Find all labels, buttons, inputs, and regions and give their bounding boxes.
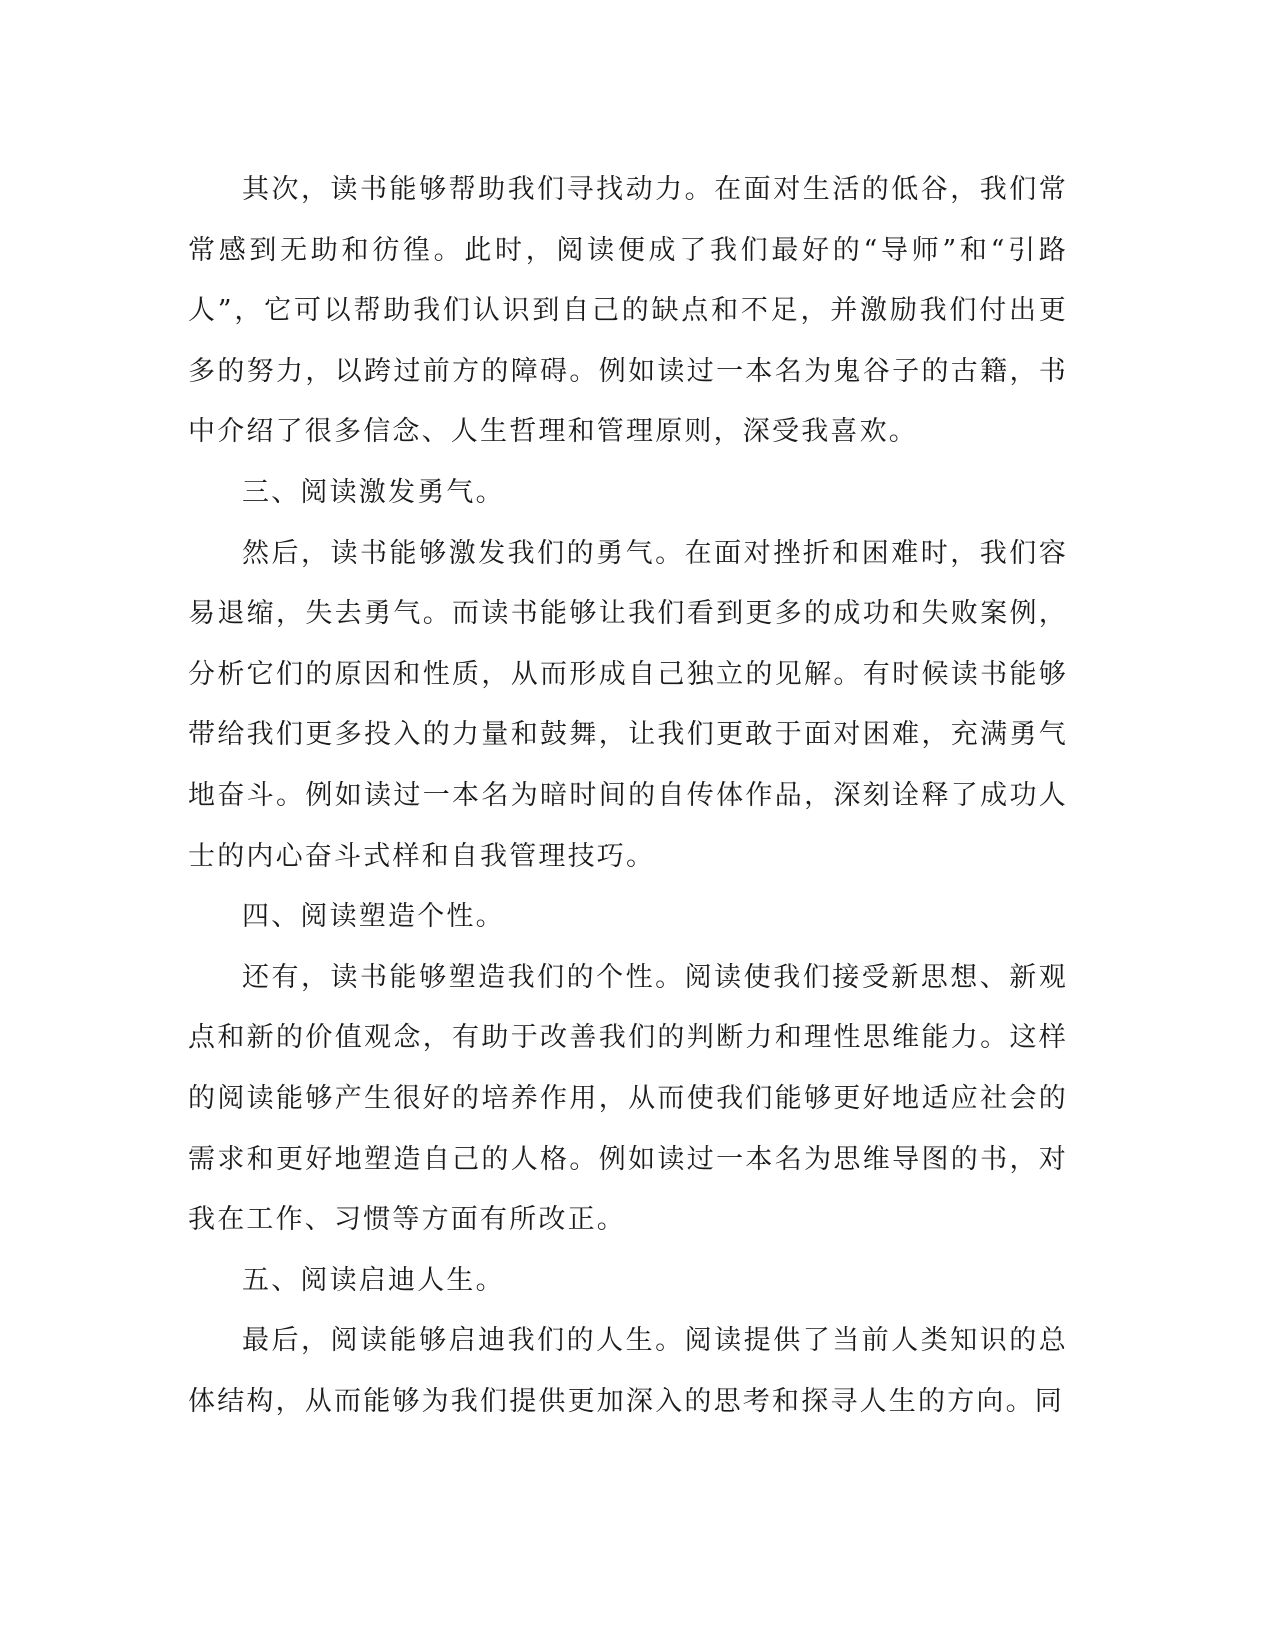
paragraph-motivation: 其次，读书能够帮助我们寻找动力。在面对生活的低谷，我们常常感到无助和彷徨。此时，阅读便成了我们最好的“导师”和“引路人”，它可以帮助我们认识到自己的缺点和不足，并激励我们付出更多的努力，以跨过前方的障碍。例如读过一本名为鬼谷子的古籍，书中介绍了很多信念、人生哲理和管理原则，深受我喜欢。 (188, 174, 1068, 448)
section-heading-personality: 四、阅读塑造个性。 (242, 901, 505, 933)
document-body (188, 160, 1068, 1432)
paragraph-courage: 然后，读书能够激发我们的勇气。在面对挫折和困难时，我们容易退缩，失去勇气。而读书能够让我们看到更多的成功和失败案例，分析它们的原因和性质，从而形成自己独立的见解。有时候读书能够带给我们更多投入的力量和鼓舞，让我们更敢于面对困难，充满勇气地奋斗。例如读过一本名为暗时间的自传体作品，深刻诠释了成功人士的内心奋斗式样和自我管理技巧。 (188, 537, 1068, 872)
paragraph-enlighten: 最后，阅读能够启迪我们的人生。阅读提供了当前人类知识的总体结构，从而能够为我们提供更加深入的思考和探寻人生的方向。同 (188, 1325, 1068, 1417)
section-heading-courage: 三、阅读激发勇气。 (242, 476, 505, 508)
paragraph-personality: 还有，读书能够塑造我们的个性。阅读使我们接受新思想、新观点和新的价值观念，有助于改善我们的判断力和理性思维能力。这样的阅读能够产生很好的培养作用，从而使我们能够更好地适应社会的需求和更好地塑造自己的人格。例如读过一本名为思维导图的书，对我在工作、习惯等方面有所改正。 (188, 961, 1068, 1236)
section-heading-enlighten: 五、阅读启迪人生。 (242, 1264, 505, 1296)
